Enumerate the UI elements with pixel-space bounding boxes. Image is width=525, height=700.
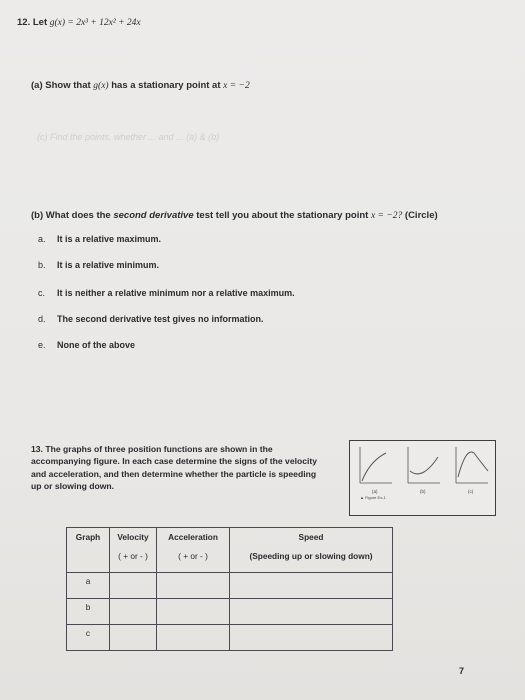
q12b-point: x = −2? — [370, 211, 403, 221]
q12b-emphasis: second derivative — [113, 210, 194, 221]
option-d[interactable] — [38, 314, 264, 324]
graph-a — [360, 447, 392, 483]
q12b-prefix: What does the — [45, 210, 111, 221]
header-acceleration-sub: ( + or - ) — [178, 551, 208, 561]
header-speed-label: Speed — [298, 532, 324, 542]
header-acceleration-label: Acceleration — [168, 532, 218, 542]
page-number: 7 — [459, 666, 465, 676]
option-text: It is a relative maximum. — [57, 234, 162, 244]
q12a-middle: has a stationary point at — [111, 80, 221, 91]
header-speed — [230, 528, 393, 573]
option-c[interactable] — [38, 288, 295, 298]
panel-label-c: (c) — [468, 489, 474, 494]
cell-speed-b[interactable] — [230, 599, 393, 625]
table-row — [67, 599, 393, 625]
cell-velocity-c[interactable] — [110, 625, 157, 651]
option-label: e. — [38, 340, 46, 350]
faint-bleed-through-text: (c) Find the points, whether ... and ... (a) & (b) — [37, 132, 220, 142]
option-text: The second derivative test gives no information. — [57, 314, 264, 324]
q12a-func: g(x) — [93, 81, 109, 91]
q12a-label: (a) — [31, 80, 43, 91]
q13-line: 13. The graphs of three position functions are shown in the — [31, 444, 273, 454]
q12-prefix: Let — [32, 17, 48, 28]
cell-speed-a[interactable] — [230, 573, 393, 599]
table-row — [67, 625, 393, 651]
figure-graphs-svg — [350, 441, 495, 515]
cell-velocity-a[interactable] — [110, 573, 157, 599]
cell-acceleration-c[interactable] — [157, 625, 230, 651]
q13-line: up or slowing down. — [31, 480, 115, 491]
graph-b — [408, 447, 440, 483]
q12b-label: (b) — [31, 210, 44, 221]
row-label-a: a — [67, 573, 110, 599]
q12a-prefix: Show that — [45, 80, 91, 91]
header-acceleration — [157, 528, 230, 573]
q12b-instruction: (Circle) — [404, 210, 438, 221]
q12a-point: x = −2 — [223, 81, 250, 91]
table-header-row — [67, 528, 393, 573]
q12-heading — [17, 17, 141, 28]
q12a-text — [31, 80, 250, 91]
table-row — [67, 573, 393, 599]
position-graphs-figure — [349, 440, 496, 516]
panel-label-a: (a) — [372, 489, 378, 494]
header-velocity-label: Velocity — [117, 532, 149, 542]
q12b-text — [31, 210, 438, 221]
row-label-b: b — [67, 599, 110, 625]
q13-text — [31, 443, 341, 492]
cell-acceleration-b[interactable] — [157, 599, 230, 625]
q13-line: accompanying figure. In each case determine the signs of the velocity — [31, 456, 318, 467]
q12b-suffix: test tell you about the stationary point — [196, 210, 369, 221]
option-label: b. — [38, 260, 46, 270]
option-text: It is a relative minimum. — [57, 260, 160, 270]
header-velocity-sub: ( + or - ) — [118, 551, 148, 561]
option-text: It is neither a relative minimum nor a relative maximum. — [57, 288, 295, 298]
graph-c — [456, 447, 488, 483]
header-speed-sub: (Speeding up or slowing down) — [249, 551, 373, 561]
q13-line: and acceleration, and then determine whether the particle is speeding — [31, 468, 317, 479]
option-b[interactable] — [38, 260, 159, 270]
option-a[interactable] — [38, 234, 161, 244]
cell-acceleration-a[interactable] — [157, 573, 230, 599]
q12-function: g(x) = 2x³ + 12x² + 24x — [49, 18, 141, 28]
q12-number: 12. — [17, 17, 31, 28]
header-velocity — [110, 528, 157, 573]
cell-velocity-b[interactable] — [110, 599, 157, 625]
figure-caption: ▲ Figure Ex-1 — [360, 495, 386, 500]
option-label: d. — [38, 314, 46, 324]
option-label: a. — [38, 234, 46, 244]
panel-label-b: (b) — [420, 489, 426, 494]
option-text: None of the above — [57, 340, 136, 350]
cell-speed-c[interactable] — [230, 625, 393, 651]
option-label: c. — [38, 288, 46, 298]
option-e[interactable] — [38, 340, 135, 350]
q13-answer-table — [66, 527, 393, 651]
row-label-c: c — [67, 625, 110, 651]
header-graph: Graph — [67, 528, 110, 573]
